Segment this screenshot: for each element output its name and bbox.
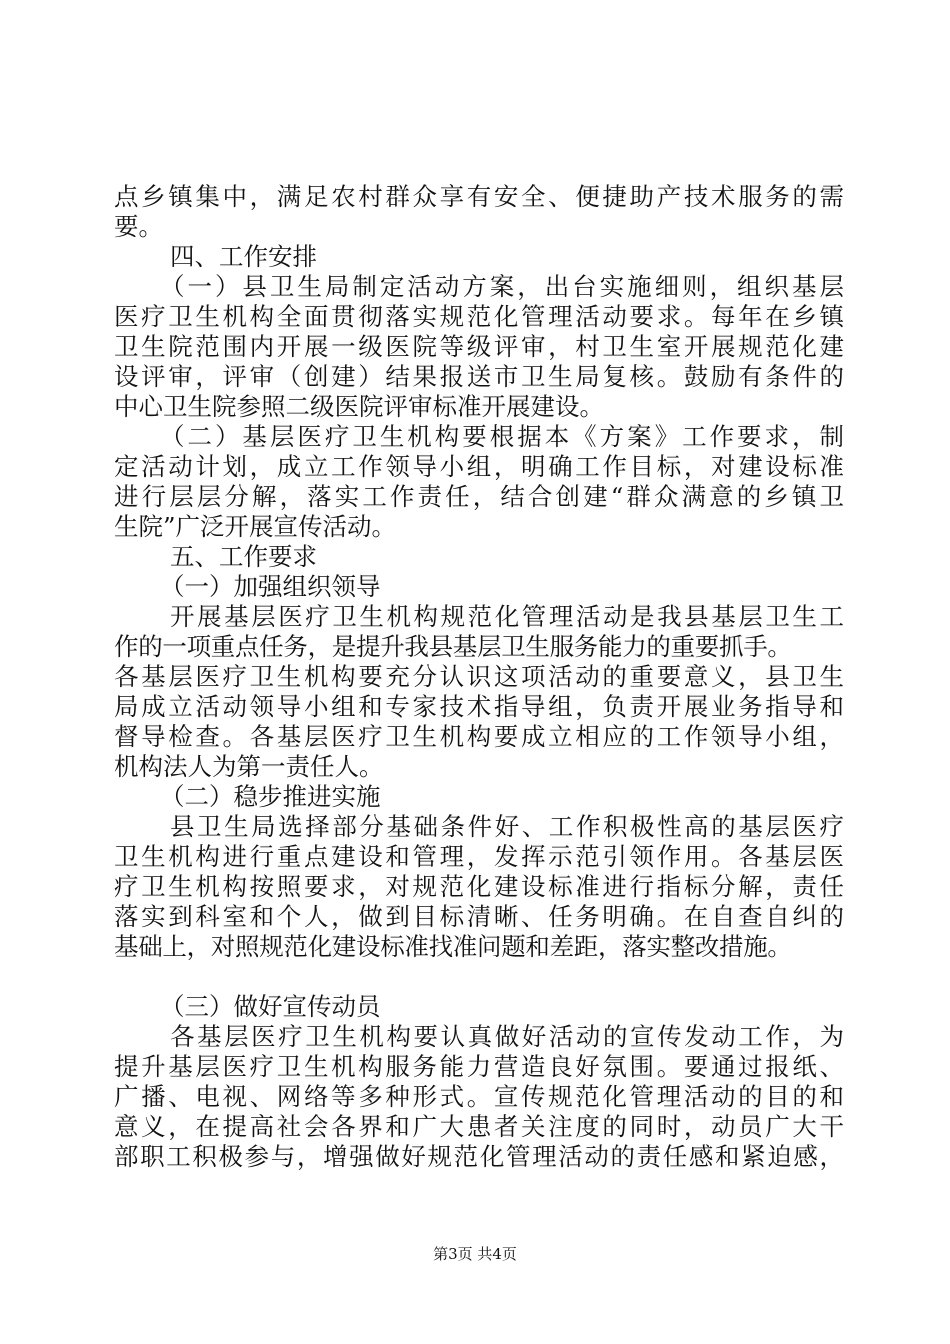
body-line: 卫生机构进行重点建设和管理，发挥示范引领作用。各基层医 (114, 842, 844, 871)
section-heading: 四、工作安排 (170, 242, 317, 271)
body-line: 基础上，对照规范化建设标准找准问题和差距，落实整改措施。 (114, 932, 792, 961)
section-heading: 五、工作要求 (170, 542, 317, 571)
body-line: 卫生院范围内开展一级医院等级评审，村卫生室开展规范化建 (114, 332, 844, 361)
subsection-heading: （二）稳步推进实施 (160, 782, 381, 811)
body-line: 疗卫生机构按照要求，对规范化建设标准进行指标分解，责任 (114, 872, 844, 901)
body-line: 部职工积极参与，增强做好规范化管理活动的责任感和紧迫感， (114, 1142, 844, 1171)
body-line: 要。 (114, 212, 163, 241)
body-line: 局成立活动领导小组和专家技术指导组，负责开展业务指导和 (114, 692, 844, 721)
body-line: （二）基层医疗卫生机构要根据本《方案》工作要求，制 (160, 422, 844, 451)
body-line: 县卫生局选择部分基础条件好、工作积极性高的基层医疗 (170, 812, 844, 841)
body-line: 各基层医疗卫生机构要充分认识这项活动的重要意义，县卫生 (114, 662, 844, 691)
body-line: 医疗卫生机构全面贯彻落实规范化管理活动要求。每年在乡镇 (114, 302, 844, 331)
body-line: 设评审，评审（创建）结果报送市卫生局复核。鼓励有条件的 (114, 362, 844, 391)
body-line: 提升基层医疗卫生机构服务能力营造良好氛围。要通过报纸、 (114, 1052, 844, 1081)
subsection-heading: （一）加强组织领导 (160, 572, 381, 601)
body-line: 督导检查。各基层医疗卫生机构要成立相应的工作领导小组， (114, 722, 844, 751)
body-line: 中心卫生院参照二级医院评审标准开展建设。 (114, 392, 604, 421)
body-line: 广播、电视、网络等多种形式。宣传规范化管理活动的目的和 (114, 1082, 844, 1111)
body-line: 机构法人为第一责任人。 (114, 752, 384, 781)
page-number-footer: 第3页 共4页 (433, 1245, 517, 1263)
body-line: 开展基层医疗卫生机构规范化管理活动是我县基层卫生工 (170, 602, 844, 631)
body-line: 定活动计划，成立工作领导小组，明确工作目标，对建设标准 (114, 452, 844, 481)
body-line: 进行层层分解，落实工作责任，结合创建“群众满意的乡镇卫 (114, 482, 844, 511)
body-line: 意义，在提高社会各界和广大患者关注度的同时，动员广大干 (114, 1112, 844, 1141)
body-line: （一）县卫生局制定活动方案，出台实施细则，组织基层 (160, 272, 844, 301)
body-line: 各基层医疗卫生机构要认真做好活动的宣传发动工作，为 (170, 1022, 844, 1051)
body-line: 落实到科室和个人，做到目标清晰、任务明确。在自查自纠的 (114, 902, 844, 931)
body-line: 作的一项重点任务，是提升我县基层卫生服务能力的重要抓手。 (114, 632, 792, 661)
body-line: 生院”广泛开展宣传活动。 (114, 512, 397, 541)
body-line: 点乡镇集中，满足农村群众享有安全、便捷助产技术服务的需 (114, 182, 844, 211)
subsection-heading: （三）做好宣传动员 (160, 992, 381, 1021)
